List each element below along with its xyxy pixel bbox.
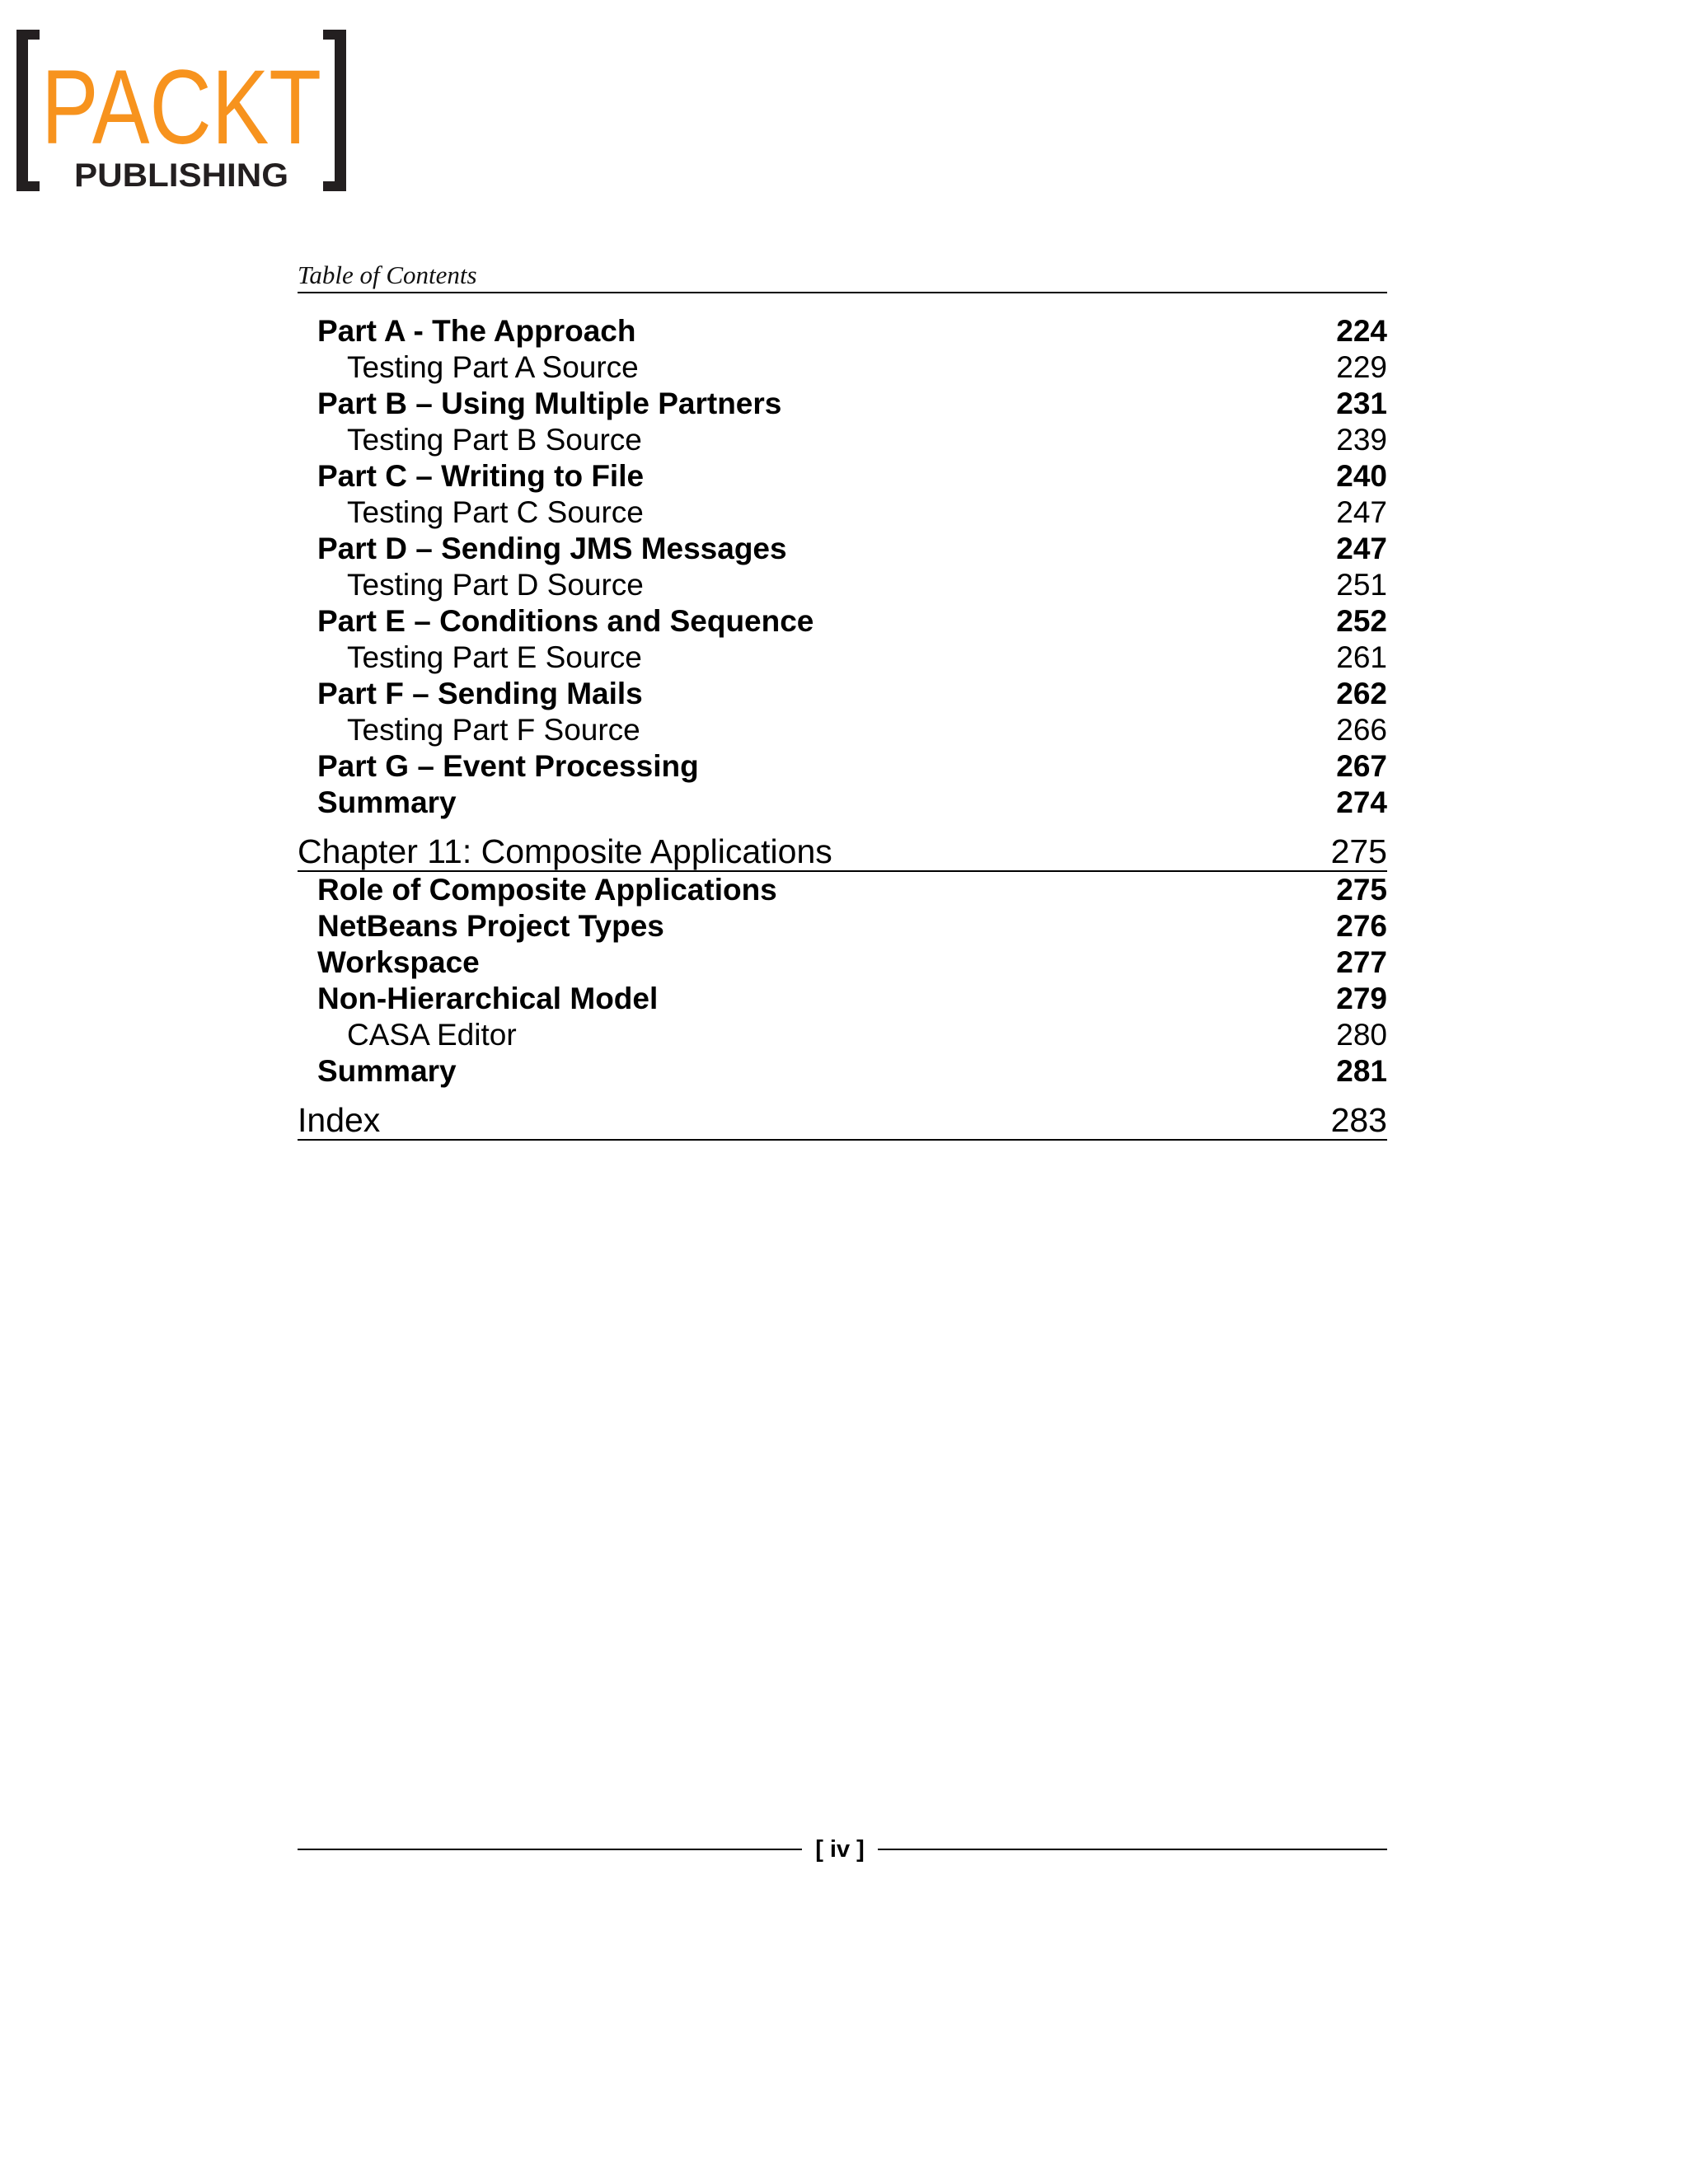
toc-entry[interactable] bbox=[298, 981, 1387, 1017]
toc-entry[interactable] bbox=[298, 603, 1387, 640]
toc-chapter-page: 275 bbox=[1330, 832, 1387, 870]
toc-entry-page: 239 bbox=[1336, 423, 1387, 457]
toc-chapter-entry[interactable] bbox=[298, 826, 1387, 872]
toc-entry-page: 224 bbox=[1336, 314, 1387, 348]
toc-entry-title: Testing Part A Source bbox=[347, 350, 639, 384]
toc-entry[interactable] bbox=[298, 458, 1387, 494]
toc-entry[interactable] bbox=[298, 748, 1387, 785]
toc-entry-title: Summary bbox=[317, 1054, 457, 1088]
toc-entry[interactable] bbox=[298, 386, 1387, 422]
toc-entry-title: Part A - The Approach bbox=[317, 314, 636, 348]
logo-wordmark: PACKT bbox=[41, 49, 321, 166]
toc-entry-page: 279 bbox=[1336, 982, 1387, 1015]
toc-entry-title: CASA Editor bbox=[347, 1018, 517, 1052]
toc-entry-title: Role of Composite Applications bbox=[317, 873, 777, 907]
toc-entry-page: 251 bbox=[1336, 568, 1387, 602]
toc-index-entry[interactable] bbox=[298, 1094, 1387, 1141]
page-footer bbox=[298, 1833, 1387, 1866]
toc-subentry[interactable] bbox=[298, 1017, 1387, 1053]
toc-entry-title: NetBeans Project Types bbox=[317, 909, 664, 943]
toc-subentry[interactable] bbox=[298, 494, 1387, 531]
toc-subentry[interactable] bbox=[298, 567, 1387, 603]
toc-entry-page: 266 bbox=[1336, 713, 1387, 747]
toc-subentry[interactable] bbox=[298, 712, 1387, 748]
toc-entry-page: 276 bbox=[1336, 909, 1387, 943]
toc-entry-title: Testing Part F Source bbox=[347, 713, 640, 747]
toc-entry-title: Part D – Sending JMS Messages bbox=[317, 532, 787, 565]
running-header-title: Table of Contents bbox=[298, 260, 477, 289]
toc-entry-title: Workspace bbox=[317, 945, 480, 979]
toc-entry-page: 275 bbox=[1336, 873, 1387, 907]
toc-entry-title: Part E – Conditions and Sequence bbox=[317, 604, 814, 638]
toc-entry-page: 252 bbox=[1336, 604, 1387, 638]
toc-entry[interactable] bbox=[298, 872, 1387, 908]
toc-entry-title: Part C – Writing to File bbox=[317, 459, 645, 493]
logo-left-bracket bbox=[16, 30, 40, 191]
footer-rule-right bbox=[878, 1849, 1387, 1850]
toc-entry-page: 274 bbox=[1336, 785, 1387, 819]
packt-logo-graphic bbox=[15, 28, 348, 193]
logo-right-bracket bbox=[323, 30, 346, 191]
toc-entry-page: 261 bbox=[1336, 640, 1387, 674]
toc-entry-page: 229 bbox=[1336, 350, 1387, 384]
toc-entry-title: Summary bbox=[317, 785, 457, 819]
toc-entry-title: Testing Part C Source bbox=[347, 495, 644, 529]
toc-entry-title: Part B – Using Multiple Partners bbox=[317, 387, 782, 420]
toc-entry[interactable] bbox=[298, 908, 1387, 944]
toc-entry-title: Part G – Event Processing bbox=[317, 749, 699, 783]
toc-entry-title: Testing Part D Source bbox=[347, 568, 644, 602]
toc-entry-page: 280 bbox=[1336, 1018, 1387, 1052]
packt-publishing-logo bbox=[15, 28, 348, 193]
toc-entry[interactable] bbox=[298, 531, 1387, 567]
toc-entry-title: Non-Hierarchical Model bbox=[317, 982, 659, 1015]
toc-entry-page: 231 bbox=[1336, 387, 1387, 420]
toc-entry-title: Testing Part E Source bbox=[347, 640, 642, 674]
toc-subentry[interactable] bbox=[298, 349, 1387, 386]
footer-rule-left bbox=[298, 1849, 802, 1850]
toc-entry[interactable] bbox=[298, 313, 1387, 349]
logo-tagline: PUBLISHING bbox=[74, 157, 288, 194]
toc-entry-page: 247 bbox=[1336, 532, 1387, 565]
toc-entry-page: 262 bbox=[1336, 677, 1387, 710]
toc-chapter-page: 283 bbox=[1330, 1101, 1387, 1139]
toc-entry-page: 240 bbox=[1336, 459, 1387, 493]
toc-subentry[interactable] bbox=[298, 422, 1387, 458]
toc-entry[interactable] bbox=[298, 785, 1387, 821]
toc-entry-title: Testing Part B Source bbox=[347, 423, 642, 457]
toc-entry-page: 247 bbox=[1336, 495, 1387, 529]
toc-entry-title: Part F – Sending Mails bbox=[317, 677, 643, 710]
toc-entry-page: 281 bbox=[1336, 1054, 1387, 1088]
running-header bbox=[298, 257, 1387, 293]
toc-entry[interactable] bbox=[298, 676, 1387, 712]
toc-entry-page: 267 bbox=[1336, 749, 1387, 783]
toc-list bbox=[298, 313, 1387, 1141]
toc-entry[interactable] bbox=[298, 944, 1387, 981]
toc-subentry[interactable] bbox=[298, 640, 1387, 676]
toc-entry[interactable] bbox=[298, 1053, 1387, 1090]
toc-chapter-title: Chapter 11: Composite Applications bbox=[298, 832, 832, 870]
toc-entry-page: 277 bbox=[1336, 945, 1387, 979]
footer-page-number: [ iv ] bbox=[815, 1836, 865, 1863]
toc-chapter-title: Index bbox=[298, 1101, 381, 1139]
